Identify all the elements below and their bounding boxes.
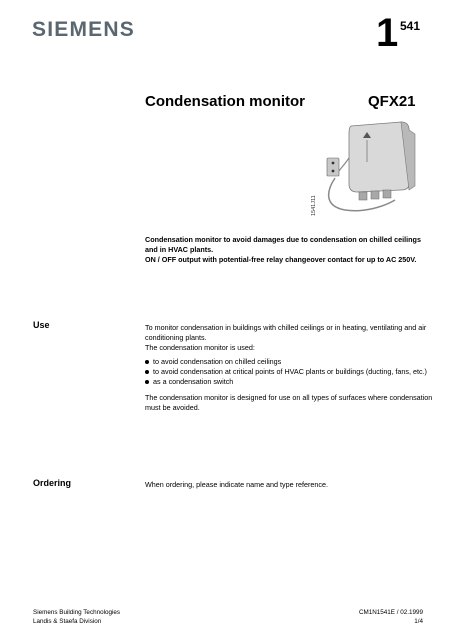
model-number: QFX21 <box>368 93 416 110</box>
footer-right <box>359 609 423 626</box>
list-item: to avoid condensation on chilled ceilings <box>145 357 435 367</box>
use-paragraph-1: To monitor condensation in buildings with chilled ceilings or in heating, ventilating and air conditioning plants. <box>145 323 427 342</box>
list-item: to avoid condensation at critical points of HVAC plants or buildings (ducting, fans, etc.) <box>145 367 435 377</box>
footer-page-number: 1/4 <box>414 617 423 625</box>
monitor-housing <box>349 122 409 192</box>
ordering-text: When ordering, please indicate name and type reference. <box>145 480 328 489</box>
footer-company: Siemens Building Technologies <box>33 609 121 616</box>
use-bullet-list <box>145 357 435 386</box>
cable-gland <box>359 192 367 200</box>
section-label-use: Use <box>33 320 50 330</box>
intro-line-2: ON / OFF output with potential-free relay changeover contact for up to AC 250V. <box>145 255 417 264</box>
use-paragraph-2: The condensation monitor is used: <box>145 342 255 352</box>
sensor-clip <box>327 158 339 176</box>
intro-summary <box>145 235 430 265</box>
section-label-ordering: Ordering <box>33 478 72 488</box>
document-number-main: 1 <box>376 11 399 55</box>
page-title: Condensation monitor <box>145 93 305 110</box>
use-paragraph-3: The condensation monitor is designed for use on all types of surfaces where condensation must be avoided. <box>145 392 433 412</box>
document-number-sup: 541 <box>400 19 421 33</box>
footer-doc-ref: CM1N1541E / 02.1999 <box>358 609 423 616</box>
footer-division: Landis & Staefa Division <box>33 617 102 625</box>
siemens-logo: SIEMENS <box>32 18 135 41</box>
intro-line-1: Condensation monitor to avoid damages due to condensation on chilled ceilings and in HVAC plants. <box>145 235 421 254</box>
document-number <box>376 11 421 55</box>
list-item: as a condensation switch <box>145 377 435 387</box>
product-photo <box>305 118 425 218</box>
use-section <box>145 323 435 412</box>
footer-left <box>33 609 120 626</box>
figure-code: 1541J11 <box>311 195 317 216</box>
